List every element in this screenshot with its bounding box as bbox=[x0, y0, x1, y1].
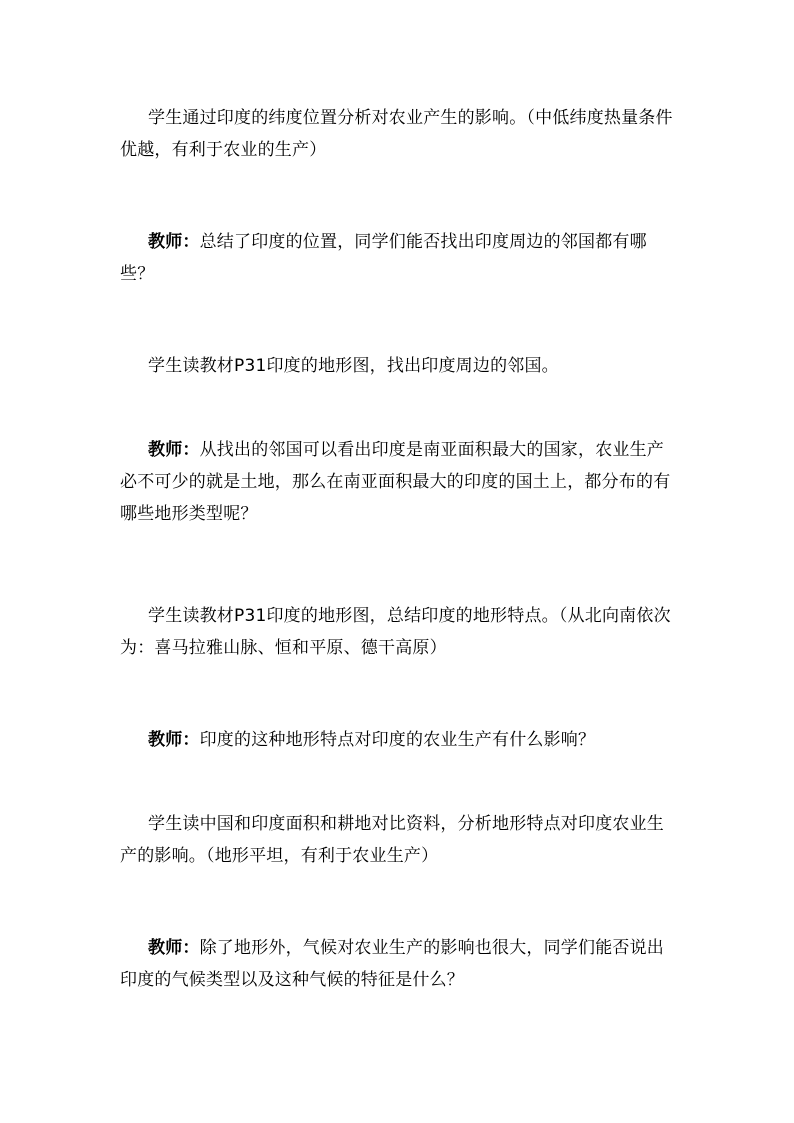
paragraph-student-terrain bbox=[120, 600, 680, 664]
speaker-label: 教师： bbox=[148, 938, 200, 958]
speaker-label: 教师： bbox=[148, 730, 200, 750]
paragraph-text: 学生读教材P31印度的地形图，总结印度的地形特点。（从北向南依次为：喜马拉雅山脉、恒和平原、德干高原） bbox=[120, 606, 671, 658]
paragraph-teacher-climate bbox=[120, 932, 680, 996]
paragraph-text: 学生通过印度的纬度位置分析对农业产生的影响。（中低纬度热量条件优越，有利于农业的生产） bbox=[120, 108, 673, 160]
paragraph-student-farmland bbox=[120, 808, 680, 872]
paragraph-student-map bbox=[120, 350, 680, 382]
paragraph-text: 学生读教材P31印度的地形图，找出印度周边的邻国。 bbox=[148, 356, 559, 376]
paragraph-text: 从找出的邻国可以看出印度是南亚面积最大的国家，农业生产必不可少的就是土地，那么在南亚面积最大的印度的国土上，都分布的有哪些地形类型呢？ bbox=[120, 440, 671, 524]
paragraph-teacher-impact bbox=[120, 724, 680, 756]
paragraph-text: 学生读中国和印度面积和耕地对比资料，分析地形特点对印度农业生产的影响。（地形平坦，有利于农业生产） bbox=[120, 814, 664, 866]
paragraph-text: 印度的这种地形特点对印度的农业生产有什么影响？ bbox=[199, 730, 596, 750]
speaker-label: 教师： bbox=[148, 232, 200, 252]
paragraph-teacher-terrain bbox=[120, 434, 680, 530]
speaker-label: 教师： bbox=[148, 440, 200, 460]
paragraph-text: 总结了印度的位置，同学们能否找出印度周边的邻国都有哪些？ bbox=[120, 232, 647, 284]
paragraph-student-latitude bbox=[120, 102, 680, 166]
paragraph-text: 除了地形外，气候对农业生产的影响也很大，同学们能否说出印度的气候类型以及这种气候的特征是什么？ bbox=[120, 938, 665, 990]
paragraph-teacher-neighbors bbox=[120, 226, 680, 290]
